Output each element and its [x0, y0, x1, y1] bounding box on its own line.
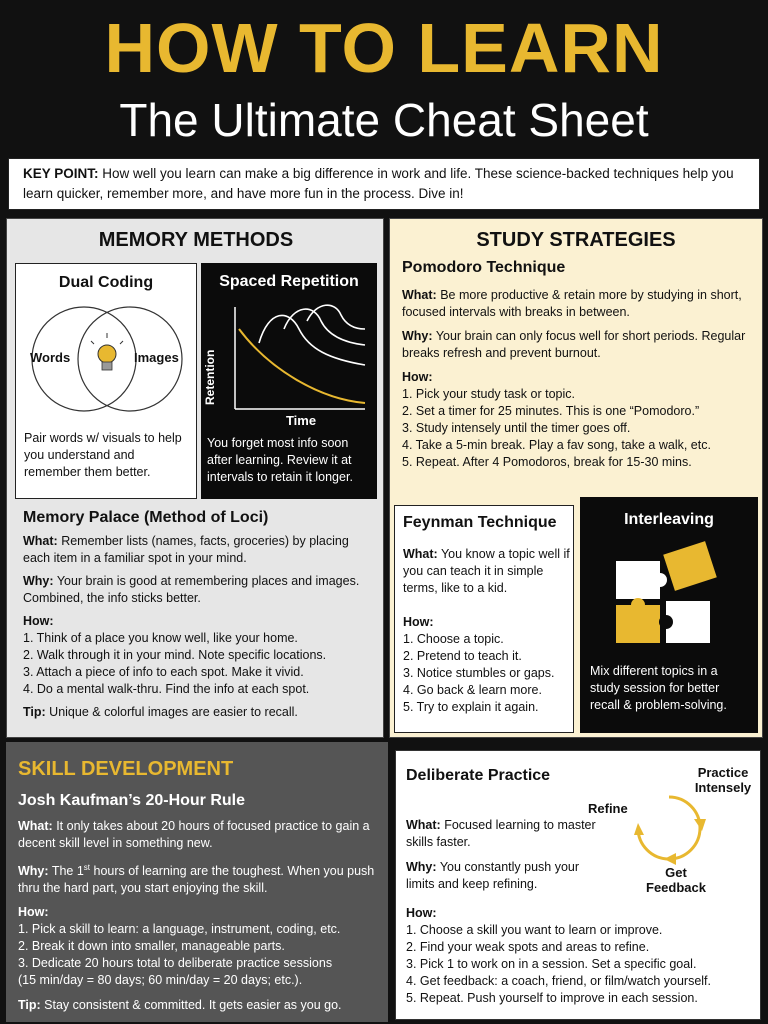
skill-development-heading: SKILL DEVELOPMENT [18, 758, 234, 780]
memory-methods-panel [6, 218, 384, 738]
what-label: What: [18, 819, 53, 833]
what-text: Remember lists (names, facts, groceries) by placing each item in a familiar spot in your mind. [23, 534, 349, 565]
feynman-step: 4. Go back & learn more. [403, 683, 542, 697]
study-strategies-panel [389, 218, 763, 738]
tip-label: Tip: [23, 705, 46, 719]
what-label: What: [402, 288, 437, 302]
skill-step: 2. Break it down into smaller, manageable parts. [18, 939, 285, 954]
pomodoro-step: 2. Set a timer for 25 minutes. This is one “Pomodoro.” [402, 404, 700, 418]
deliberate-what [406, 817, 596, 851]
palace-step: 1. Think of a place you know well, like your home. [23, 631, 298, 645]
how-label: How: [402, 370, 433, 384]
what-text: It only takes about 20 hours of focused practice to gain a decent skill level in something new. [18, 819, 370, 850]
memory-palace-section [23, 509, 379, 721]
why-text: You constantly push your limits and keep refining. [406, 860, 580, 891]
skill-step: 1. Pick a skill to learn: a language, instrument, coding, etc. [18, 922, 341, 937]
what-text: Be more productive & retain more by studying in short, focused intervals with breaks in between. [402, 288, 742, 319]
pomodoro-step: 1. Pick your study task or topic. [402, 387, 575, 401]
spaced-repetition-caption: You forget most info soon after learning. Review it at intervals to retain it longer. [207, 436, 353, 484]
time-axis-label: Time [285, 413, 317, 428]
how-label: How: [23, 614, 54, 628]
deliberate-how [406, 905, 756, 1007]
feynman-what [403, 546, 571, 597]
spaced-repetition-card [201, 263, 377, 499]
feynman-step: 5. Try to explain it again. [403, 700, 539, 714]
palace-step: 2. Walk through it in your mind. Note specific locations. [23, 648, 327, 662]
what-label: What: [23, 534, 58, 548]
skill-why [18, 859, 384, 897]
cycle-refine-label: Refine [588, 801, 628, 816]
forgetting-curve-chart [209, 299, 369, 419]
why-text: Your brain is good at remembering places and images. Combined, the info sticks better. [23, 574, 360, 605]
feynman-how [403, 614, 571, 716]
how-label: How: [18, 905, 49, 920]
cycle-arrows-icon [632, 791, 706, 865]
what-label: What: [403, 547, 438, 561]
deliberate-practice-title: Deliberate Practice [406, 767, 551, 784]
deliberate-step: 4. Get feedback: a coach, friend, or film/watch yourself. [406, 974, 712, 988]
venn-words-label: Words [30, 350, 71, 365]
tip-text: Stay consistent & committed. It gets easier as you go. [44, 998, 342, 1013]
key-point-text: How well you learn can make a big difference in work and life. These science-backed techniques help you learn quicker, remember more, and have more fun in the process. Dive in! [23, 166, 734, 201]
feynman-title: Feynman Technique [403, 514, 557, 531]
what-text: Focused learning to master skills faster. [406, 818, 596, 849]
pomodoro-section [402, 259, 754, 471]
pomodoro-step: 5. Repeat. After 4 Pomodoros, break for 15-30 mins. [402, 455, 692, 469]
skill-step: (15 min/day = 80 days; 60 min/day = 20 days; etc.). [18, 973, 303, 988]
deliberate-why [406, 859, 606, 893]
what-label: What: [406, 818, 441, 832]
skill-step: 3. Dedicate 20 hours total to deliberate practice sessions [18, 956, 333, 971]
skill-tip [18, 997, 384, 1014]
why-text-end: hours of learning are the toughest. When you push thru the hard part, you start enjoying the skill. [18, 864, 375, 896]
skill-what [18, 818, 384, 852]
why-label: Why: [406, 860, 437, 874]
feynman-step: 1. Choose a topic. [403, 632, 504, 646]
feynman-step: 2. Pretend to teach it. [403, 649, 522, 663]
dual-coding-title: Dual Coding [58, 274, 154, 291]
feynman-step: 3. Notice stumbles or gaps. [403, 666, 555, 680]
review-curve-3 [307, 305, 365, 329]
what-text: You know a topic well if you can teach it in simple terms, like to a kid. [403, 547, 570, 595]
dual-coding-caption: Pair words w/ visuals to help you understand and remember them better. [24, 431, 182, 479]
retention-axis-label: Retention [203, 349, 217, 405]
pomodoro-what [402, 287, 754, 321]
main-title: HOW TO LEARN [104, 9, 664, 87]
cycle-feedback-label: Get Feedback [646, 865, 706, 895]
pomodoro-title: Pomodoro Technique [402, 259, 566, 276]
dual-coding-card [15, 263, 197, 499]
interleaving-card [580, 497, 758, 733]
palace-step: 3. Attach a piece of info to each spot. Make it vivid. [23, 665, 304, 679]
twenty-hour-rule-section [18, 792, 384, 1014]
tip-label: Tip: [18, 998, 41, 1013]
study-strategies-heading: STUDY STRATEGIES [476, 229, 676, 251]
deliberate-step: 5. Repeat. Push yourself to improve in each session. [406, 991, 698, 1005]
why-label: Why: [18, 864, 49, 879]
why-text: Your brain can only focus well for short periods. Regular breaks refresh and prevent burnout. [402, 329, 746, 360]
pomodoro-step: 3. Study intensely until the timer goes off. [402, 421, 631, 435]
skill-development-panel [6, 742, 388, 1022]
deliberate-step: 3. Pick 1 to work on in a session. Set a specific goal. [406, 957, 697, 971]
why-label: Why: [402, 329, 433, 343]
deliberate-practice-panel [395, 750, 761, 1020]
deliberate-step: 1. Choose a skill you want to learn or improve. [406, 923, 663, 937]
cycle-practice-label: Practice Intensely [694, 765, 752, 795]
review-curve-1 [259, 315, 365, 365]
decay-curve [239, 329, 365, 403]
memory-methods-heading: MEMORY METHODS [98, 229, 294, 251]
why-superscript: st [83, 863, 91, 872]
palace-step: 4. Do a mental walk-thru. Find the info at each spot. [23, 682, 310, 696]
puzzle-piece-gold-1 [663, 541, 717, 591]
deliberate-step: 2. Find your weak spots and areas to refine. [406, 940, 650, 954]
key-point-box [8, 158, 760, 210]
interleaving-title: Interleaving [624, 511, 714, 528]
memory-palace-what [23, 533, 379, 567]
puzzle-icon [610, 541, 730, 651]
venn-images-label: Images [134, 350, 179, 365]
memory-palace-title: Memory Palace (Method of Loci) [23, 509, 269, 526]
spaced-repetition-title: Spaced Repetition [219, 273, 359, 290]
why-label: Why: [23, 574, 54, 588]
pomodoro-why [402, 328, 754, 362]
pomodoro-step: 4. Take a 5-min break. Play a fav song, take a walk, etc. [402, 438, 711, 452]
why-text-start: The 1 [51, 864, 84, 879]
how-label: How: [406, 906, 437, 920]
how-label: How: [403, 615, 434, 629]
feynman-card [394, 505, 574, 733]
key-point-label: KEY POINT: [23, 166, 99, 181]
interleaving-caption: Mix different topics in a study session for better recall & problem-solving. [590, 664, 727, 712]
lightbulb-icon [91, 333, 123, 370]
twenty-hour-rule-title: Josh Kaufman’s 20-Hour Rule [18, 792, 246, 809]
memory-palace-why [23, 573, 379, 607]
memory-palace-tip [23, 704, 379, 721]
tip-text: Unique & colorful images are easier to recall. [49, 705, 298, 719]
subtitle: The Ultimate Cheat Sheet [119, 94, 649, 146]
